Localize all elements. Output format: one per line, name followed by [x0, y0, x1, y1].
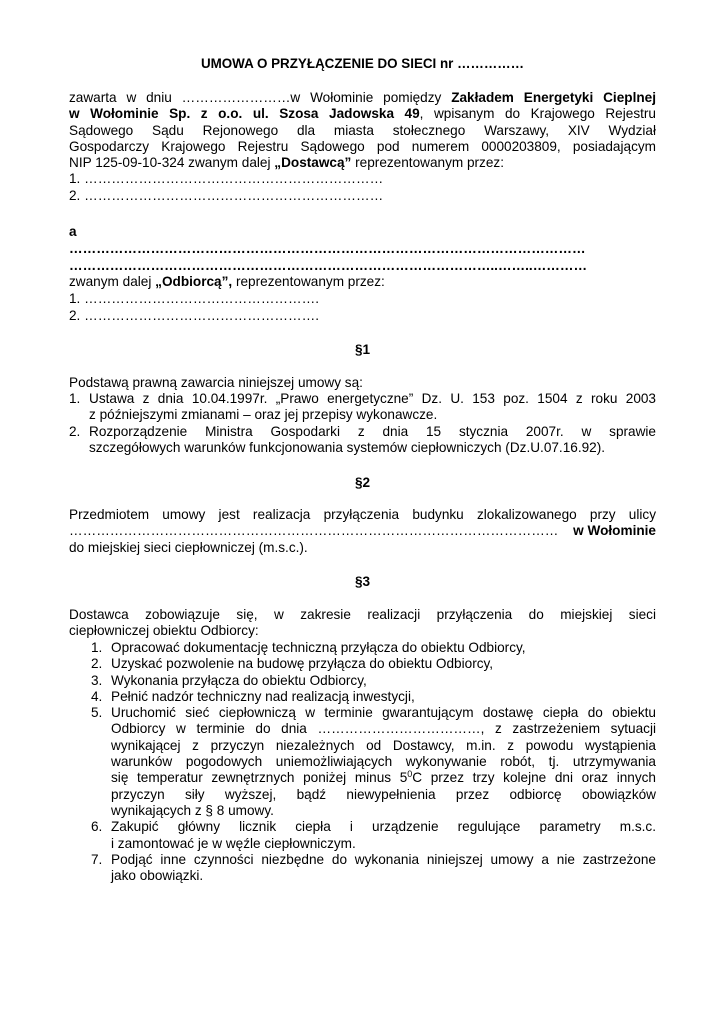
list-text: jako obowiązki. [111, 868, 204, 884]
degree-superscript: 0 [407, 769, 413, 780]
list-number: 6. [91, 819, 103, 835]
conjunction-a: a [69, 224, 77, 239]
list-text: przyczyn siły wyższej, bądź niewypełnienia przez odbiorcę obowiązków [111, 786, 656, 802]
list-text: Zakupić główny licznik ciepła i urządzenie regulujące parametry m.s.c. [111, 819, 656, 835]
section-3-intro [69, 607, 656, 640]
recipient-representative-1: 1. ……………………………………………. [69, 291, 319, 306]
list-text: z późniejszymi zmianami – oraz jej przepisy wykonawcze. [89, 407, 438, 423]
parties-paragraph [69, 90, 656, 204]
section-3-item-7 [91, 852, 656, 885]
parties-text: reprezentowanym przez: [235, 274, 385, 289]
parties-text: , wpisanym do Krajowego Rejestru [419, 106, 656, 122]
list-text: i zamontować je w węźle ciepłowniczym. [111, 835, 356, 851]
supplier-name: Zakładem Energetyki Cieplnej [451, 90, 656, 105]
document-title: UMOWA O PRZYŁĄCZENIE DO SIECI nr …………… [200, 56, 525, 71]
parties-line-5 [69, 155, 656, 171]
list-text: Ustawa z dnia 10.04.1997r. „Prawo energetyczne” Dz. U. 153 poz. 1504 z roku 2003 [89, 391, 656, 406]
section-3-item-4 [91, 689, 656, 705]
list-text: Odbiorcy w terminie do dnia ………………………………, z zastrzeżeniem sytuacji [111, 721, 656, 737]
supplier-address: w Wołominie Sp. z o.o. ul. Szosa Jadowska 49 [69, 106, 420, 122]
list-number: 1. [69, 391, 81, 406]
section-1-item-1 [69, 391, 656, 424]
list-text: Wykonania przyłącza do obiektu Odbiorcy, [111, 672, 367, 688]
parties-line-3: Sądowego Sądu Rejonowego dla miasta stołecznego Warszawy, XIV Wydział [69, 122, 656, 138]
supplier-representative-2: 2. ………………………………………………………… [69, 187, 384, 203]
section-2-heading: §2 [354, 475, 371, 490]
section-3-item-1 [91, 640, 656, 656]
list-text: Opracować dokumentację techniczną przyłącza do obiektu Odbiorcy, [111, 640, 526, 655]
list-text: Uruchomić sieć ciepłowniczą w terminie gwarantującym dostawę ciepła do obiektu [111, 705, 656, 721]
section-3-text: ciepłowniczej obiektu Odbiorcy: [69, 623, 259, 639]
list-text: Rozporządzenie Ministra Gospodarki z dnia 15 stycznia 2007r. w sprawie [89, 424, 656, 439]
location-text: w Wołominie [573, 523, 656, 539]
section-1-item-2 [69, 424, 656, 457]
list-number: 3. [91, 672, 103, 688]
recipient-representative-2: 2. ……………………………………………. [69, 308, 319, 323]
section-2-text: do miejskiej sieci ciepłowniczej (m.s.c.). [69, 539, 308, 555]
section-2-paragraph [69, 507, 656, 556]
section-1-intro: Podstawą prawną zawarcia niniejszej umowy są: [69, 375, 363, 390]
list-number: 5. [91, 705, 103, 721]
list-number: 2. [69, 424, 81, 439]
parties-text: reprezentowanym przez: [355, 155, 504, 171]
supplier-label: „Dostawcą” [274, 155, 352, 171]
list-text: szczegółowych warunków funkcjonowania systemów ciepłowniczych (Dz.U.07.16.92). [89, 440, 606, 456]
section-3-heading: §3 [354, 574, 371, 589]
street-blank-line [69, 523, 656, 539]
list-text: wynikającej z przyczyn niezależnych od Dostawcy, m.in. z powodu wystąpienia [111, 737, 656, 753]
list-text: Pełnić nadzór techniczny nad realizacją inwestycji, [111, 688, 415, 704]
recipient-blank-line-1: …………………………………………………………………………………………………… [69, 241, 586, 256]
parties-line-1 [69, 90, 656, 106]
recipient-label-line [69, 274, 656, 290]
contract-date-text: zawarta w dniu ……………………w Wołominie pomiędzy [69, 90, 442, 105]
list-text: Podjąć inne czynności niezbędne do wykonania niniejszej umowy a nie zastrzeżone [111, 851, 656, 867]
section-3-item-5 [91, 705, 656, 819]
recipient-label: „Odbiorcą”, [155, 274, 233, 289]
parties-line-2 [69, 106, 656, 122]
list-text: się temperatur zewnętrznych poniżej minus 5 [111, 770, 408, 786]
parties-text: zwanym dalej [69, 274, 152, 289]
section-3-text: Dostawca zobowiązuje się, w zakresie realizacji przyłączenia do miejskiej sieci [69, 607, 656, 622]
section-1-heading: §1 [354, 342, 371, 357]
temperature-line [111, 770, 656, 786]
list-text: Uzyskać pozwolenie na budowę przyłącza do obiektu Odbiorcy, [111, 656, 494, 672]
list-number: 1. [91, 640, 103, 655]
list-number: 2. [91, 656, 103, 672]
section-3-list [91, 640, 656, 884]
list-number: 7. [91, 851, 103, 867]
section-3-item-3 [91, 673, 656, 689]
recipient-blank-line-2: …………………………………………………………………………………..……..………… [69, 258, 588, 273]
section-3-item-2 [91, 656, 656, 672]
list-number: 4. [91, 688, 103, 704]
list-text: C przez trzy kolejne dni oraz innych [412, 770, 656, 786]
street-blank: ……………………………………………………………………………………………… [69, 523, 559, 539]
section-3-item-6 [91, 819, 656, 852]
parties-text: NIP 125-09-10-324 zwanym dalej [69, 155, 271, 171]
supplier-representative-1: 1. ………………………………………………………… [69, 171, 384, 187]
list-text: warunków pogodowych uniemożliwiających wykonywanie robót, tj. utrzymywania [111, 754, 656, 770]
list-text: wynikających z § 8 umowy. [111, 802, 274, 818]
parties-line-4: Gospodarczy Krajowego Rejestru Sądowego pod numerem 0000203809, posiadającym [69, 138, 656, 154]
section-2-text: Przedmiotem umowy jest realizacja przyłączenia budynku zlokalizowanego przy ulicy [69, 507, 656, 522]
